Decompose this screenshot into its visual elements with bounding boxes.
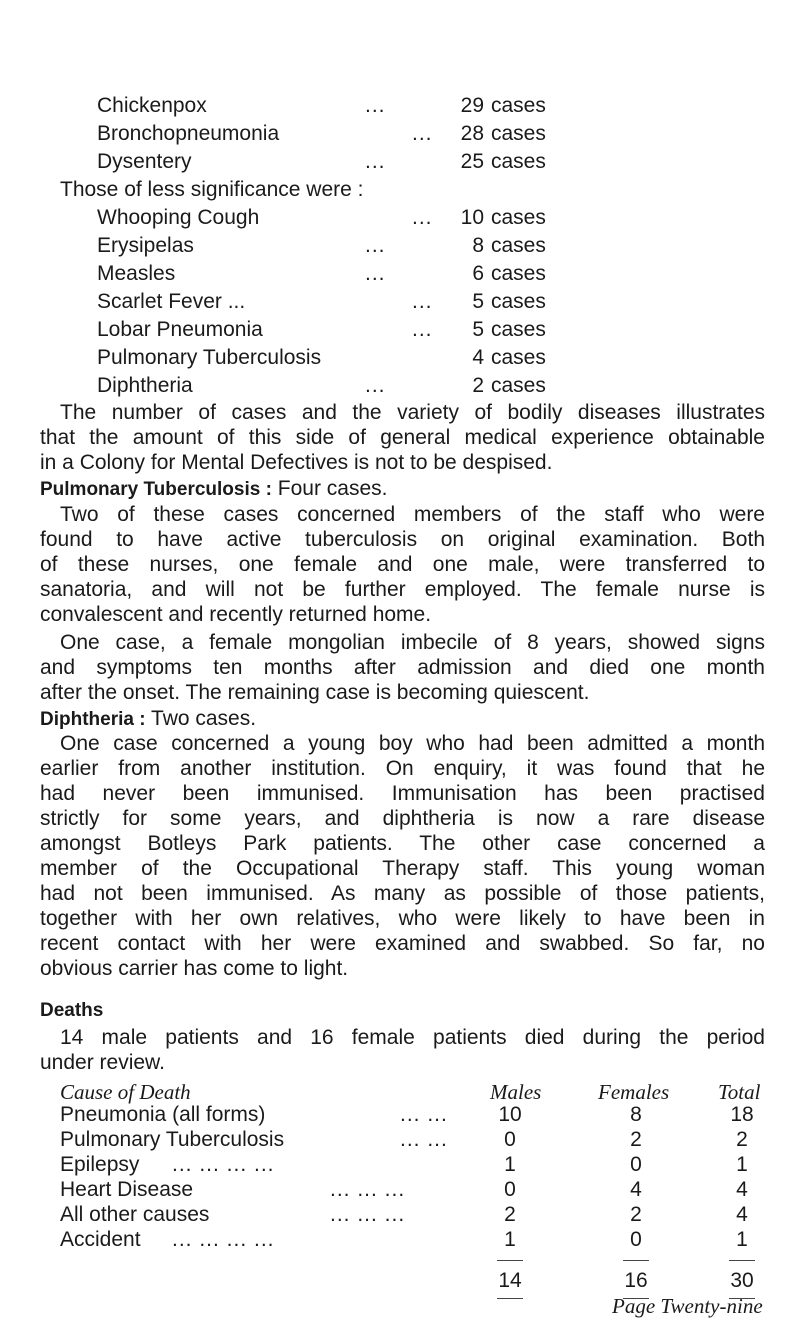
leader-dots: ... ... ... [330,1178,406,1201]
disease-name: Lobar Pneumonia [97,318,263,341]
tb-heading-title: Pulmonary Tuberculosis : [40,479,272,500]
disease-unit: cases [491,318,546,341]
text-line: had not been immunised. As many as possible of those patients, [40,882,765,905]
leader-dots: ... ... [400,1128,448,1151]
disease-count: 5 [472,318,484,341]
leader-dots: ... ... ... [330,1203,406,1226]
text-line: under review. [40,1051,165,1074]
cause-cell: Pneumonia (all forms) [60,1103,266,1126]
cause-cell: Accident [60,1228,141,1251]
males-cell: 10 [498,1103,522,1126]
total-rule-top [729,1260,755,1261]
text-line: sanatoria, and will not be further employed. The female nurse is [40,578,765,601]
leader-dots: ... ... ... ... [172,1228,275,1251]
males-cell: 0 [504,1128,516,1151]
disease-count: 8 [472,234,484,257]
header-total: Total [718,1080,761,1104]
disease-name: Bronchopneumonia [97,122,280,145]
males-cell: 1 [504,1228,516,1251]
leader-dots: ... [412,206,433,229]
diphtheria-heading-title: Diphtheria : [40,709,146,730]
females-cell: 2 [630,1203,642,1226]
disease-unit: cases [491,374,546,397]
tb-heading-rest: Four cases. [277,477,388,500]
males-cell: 2 [504,1203,516,1226]
disease-count: 2 [472,374,484,397]
disease-count: 29 [460,94,484,117]
text-line: earlier from another institution. On enquiry, it was found that he [40,757,765,780]
total-cell: 4 [736,1178,748,1201]
text-line: strictly for some years, and diphtheria is now a rare disease [40,807,765,830]
leader-dots: ... [365,150,386,173]
females-cell: 8 [630,1103,642,1126]
disease-count: 28 [460,122,484,145]
total-cell: 2 [736,1128,748,1151]
leader-dots: ... ... ... ... [172,1153,275,1176]
text-line: recent contact with her were examined and swabbed. So far, no [40,932,765,955]
total-cell: 1 [736,1153,748,1176]
header-cause: Cause of Death [60,1080,191,1104]
text-line: convalescent and recently returned home. [40,603,432,626]
diphtheria-heading-rest: Two cases. [151,707,257,730]
leader-dots: ... [365,262,386,285]
leader-dots: ... [365,94,386,117]
disease-count: 4 [472,346,484,369]
females-cell: 4 [630,1178,642,1201]
text-line: and symptoms ten months after admission and died one month [40,656,765,679]
cause-cell: Epilepsy [60,1153,140,1176]
total-rule-bottom [497,1298,523,1299]
cause-cell: Pulmonary Tuberculosis [60,1128,285,1151]
header-males: Males [490,1080,542,1104]
disease-count: 10 [460,206,484,229]
leader-dots: ... [412,122,433,145]
males-total: 14 [498,1269,522,1292]
text-line: after the onset. The remaining case is becoming quiescent. [40,681,590,704]
disease-name: Erysipelas [97,234,194,257]
disease-unit: cases [491,262,546,285]
disease-name: Diphtheria [97,374,193,397]
disease-name: Measles [97,262,176,285]
disease-unit: cases [491,206,546,229]
disease-count: 5 [472,290,484,313]
text-line: of these nurses, one female and one male, were transferred to [40,553,765,576]
leader-dots: ... [365,234,386,257]
disease-unit: cases [491,290,546,313]
males-cell: 0 [504,1178,516,1201]
disease-unit: cases [491,346,546,369]
text-line: together with her own relatives, who were likely to have been in [40,907,765,930]
text-line: One case, a female mongolian imbecile of 8 years, showed signs [60,631,765,654]
text-line: amongst Botleys Park patients. The other case concerned a [40,832,765,855]
females-cell: 0 [630,1228,642,1251]
deaths-heading: Deaths [40,1000,104,1021]
text-line: 14 male patients and 16 female patients died during the period [60,1026,765,1049]
disease-name: Pulmonary Tuberculosis [97,346,322,369]
leader-dots: ... [412,290,433,313]
disease-name: Dysentery [97,150,192,173]
total-cell: 1 [736,1228,748,1251]
males-cell: 1 [504,1153,516,1176]
disease-name: Whooping Cough [97,206,260,229]
disease-unit: cases [491,122,546,145]
leader-dots: ... ... [400,1103,448,1126]
text-line: One case concerned a young boy who had been admitted a month [60,732,765,755]
females-total: 16 [624,1269,648,1292]
disease-unit: cases [491,234,546,257]
lesser-heading: Those of less significance were : [60,178,364,201]
diphtheria-heading [40,706,256,733]
text-line: member of the Occupational Therapy staff. This young woman [40,857,765,880]
text-line: that the amount of this side of general medical experience obtainable [40,426,765,449]
total-cell: 4 [736,1203,748,1226]
text-line: found to have active tuberculosis on original examination. Both [40,528,765,551]
cause-cell: Heart Disease [60,1178,194,1201]
total-cell: 18 [730,1103,754,1126]
text-line: The number of cases and the variety of bodily diseases illustrates [60,401,765,424]
cause-cell: All other causes [60,1203,210,1226]
disease-unit: cases [491,94,546,117]
disease-name: Chickenpox [97,94,207,117]
grand-total: 30 [730,1269,754,1292]
text-line: had never been immunised. Immunisation has been practised [40,782,765,805]
disease-count: 6 [472,262,484,285]
disease-unit: cases [491,150,546,173]
total-rule-top [497,1260,523,1261]
females-cell: 2 [630,1128,642,1151]
leader-dots: ... [412,318,433,341]
disease-count: 25 [460,150,484,173]
disease-name: Scarlet Fever ... [97,290,246,313]
tb-heading [40,476,387,503]
text-line: obvious carrier has come to light. [40,957,349,980]
total-rule-top [623,1260,649,1261]
page-footer: Page Twenty-nine [612,1294,763,1318]
header-females: Females [598,1080,670,1104]
females-cell: 0 [630,1153,642,1176]
text-line: Two of these cases concerned members of the staff who were [60,503,765,526]
leader-dots: ... [365,374,386,397]
text-line: in a Colony for Mental Defectives is not to be despised. [40,451,553,474]
